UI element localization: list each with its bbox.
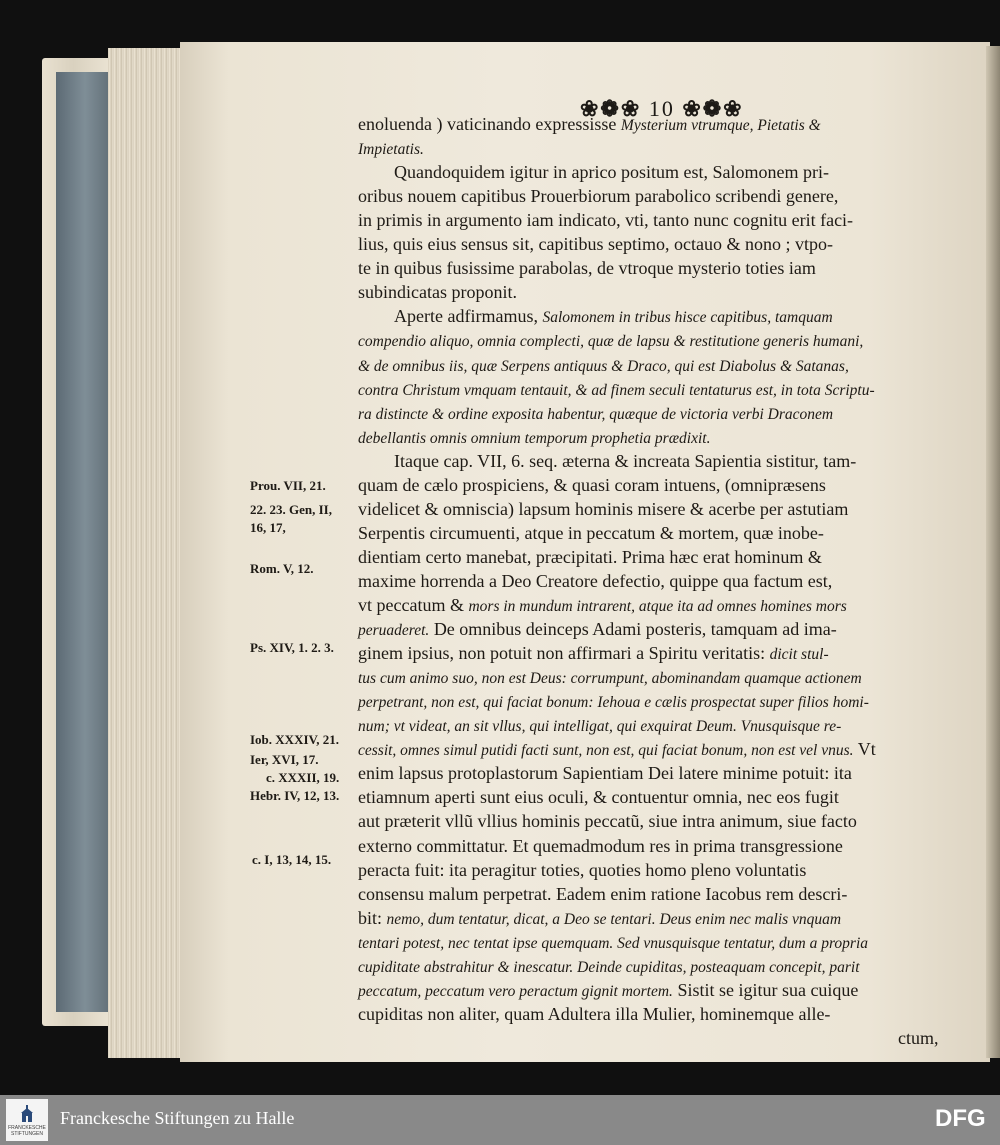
- roman-text: quam de cælo prospiciens, & quasi coram intuens, (omnipræsens: [358, 474, 826, 495]
- italic-text: tus cum animo suo, non est Deus: corrumpunt, abominandam quamque actionem: [358, 670, 862, 688]
- roman-text: Sistit se igitur sua cuique: [672, 979, 859, 1000]
- roman-text: dientiam certo manebat, præcipitati. Prima hæc erat hominum &: [358, 546, 822, 567]
- italic-text: num; vt videat, an sit vllus, qui intelligat, qui exquirat Deum. Vnusquisque re-: [358, 718, 842, 736]
- roman-text: lius, quis eius sensus sit, capitibus septimo, octauo & nono ; vtpo-: [358, 234, 833, 255]
- text-line: [358, 641, 829, 665]
- italic-text: Salomonem in tribus hisce capitibus, tamquam: [542, 309, 833, 327]
- text-line: [358, 208, 853, 232]
- text-line: [358, 665, 862, 689]
- text-line: [358, 184, 838, 208]
- italic-text: ra distincte & ordine exposita habentur, quæque de victoria verbi Draconem: [358, 405, 834, 423]
- margin-note: c. XXXII, 19.: [266, 770, 340, 785]
- text-line: [358, 858, 806, 882]
- text-line: [358, 834, 843, 858]
- logo-text-line-1: FRANCKESCHE: [8, 1125, 46, 1131]
- book-cover-edge: [56, 72, 114, 1012]
- italic-text: perpetrant, non est, qui faciat bonum: Iehoua e cælis prospectat super filios homi-: [358, 694, 869, 712]
- text-line: [358, 569, 832, 593]
- roman-text: bit:: [358, 907, 387, 928]
- text-line: [358, 1026, 939, 1050]
- page-number: 10: [648, 96, 675, 121]
- italic-text: cupiditate abstrahitur & inescatur. Deinde cupiditas, posteaquam concepit, parit: [358, 958, 860, 976]
- text-line: [358, 521, 824, 545]
- roman-text: oribus nouem capitibus Prouerbiorum parabolico scribendi genere,: [358, 186, 839, 207]
- text-line: [358, 425, 710, 449]
- text-line: [358, 617, 837, 641]
- italic-text: contra Christum vmquam tentauit, & ad finem seculi tentaturus est, in tota Scriptu-: [358, 381, 875, 399]
- margin-note: Prou. VII, 21.: [250, 478, 326, 493]
- text-line: [358, 353, 849, 377]
- logo-text-line-2: STIFTUNGEN: [11, 1131, 43, 1137]
- margin-note: 22. 23. Gen, II,: [250, 502, 332, 517]
- viewer-footer: [0, 1095, 1000, 1145]
- right-page-edge: [986, 46, 1000, 1058]
- roman-text: ginem ipsius, non potuit non affirmari a Spiritu veritatis:: [358, 643, 770, 664]
- text-line: [358, 401, 833, 425]
- page-stack: [108, 48, 188, 1058]
- text-line: [358, 689, 869, 713]
- logo-text: [6, 1125, 48, 1137]
- italic-text: Impietatis.: [358, 141, 424, 159]
- text-line: [358, 713, 841, 737]
- dfg-logo[interactable]: DFG: [935, 1105, 986, 1132]
- text-line: [358, 497, 848, 521]
- text-line: [358, 304, 833, 328]
- text-line: [358, 809, 857, 833]
- text-line: [358, 954, 860, 978]
- margin-note: Ier, XVI, 17.: [250, 752, 319, 767]
- roman-text: in primis in argumento iam indicato, vti, tanto nunc cognitu erit faci-: [358, 210, 854, 231]
- text-line: [358, 256, 816, 280]
- text-line: [358, 328, 863, 352]
- roman-text: externo committatur. Et quemadmodum res in prima transgressione: [358, 835, 843, 856]
- italic-text: & de omnibus iis, quæ Serpens antiquus & Draco, qui est Diabolus & Satanas,: [358, 357, 849, 375]
- roman-text: vt peccatum &: [358, 595, 469, 615]
- roman-text: consensu malum perpetrat. Eadem enim ratione Iacobus rem descri-: [358, 883, 848, 904]
- text-line: [358, 112, 821, 136]
- text-line: [358, 232, 833, 256]
- roman-text: De omnibus deinceps Adami posteris, tamquam ad ima-: [429, 619, 837, 640]
- text-line: [358, 882, 847, 906]
- roman-text: aut præterit vllũ vllius hominis peccatũ, siue intra animum, siue facto: [358, 811, 857, 832]
- margin-note: Hebr. IV, 12, 13.: [250, 788, 340, 803]
- italic-text: peruaderet.: [358, 622, 430, 640]
- roman-text: videlicet & omniscia) lapsum hominis misere & acerbe per astutiam: [358, 498, 849, 519]
- roman-text: maxime horrenda a Deo Creatore defectio, quippe qua factum est,: [358, 570, 833, 591]
- roman-text: Serpentis circumuenti, atque in peccatum & mortem, quæ inobe-: [358, 522, 824, 543]
- building-icon: [20, 1105, 34, 1123]
- text-line: [358, 280, 517, 304]
- institution-name[interactable]: Franckesche Stiftungen zu Halle: [60, 1108, 295, 1128]
- margin-note: Iob. XXXIV, 21.: [250, 732, 339, 747]
- roman-text: Quandoquidem igitur in aprico positum est, Salomonem pri-: [358, 162, 829, 183]
- text-line: [358, 930, 868, 954]
- italic-text: tentari potest, nec tentat ipse quemquam. Sed vnusquisque tentatur, dum a propria: [358, 934, 869, 952]
- roman-text: cupiditas non aliter, quam Adultera illa Mulier, hominemque alle-: [358, 1003, 831, 1024]
- text-line: [358, 978, 858, 1002]
- margin-note: Ps. XIV, 1. 2. 3.: [250, 640, 334, 655]
- margin-note: 16, 17,: [250, 520, 286, 535]
- ornament-right-icon: ❀❁❀: [682, 96, 744, 121]
- roman-text: ctum,: [358, 1027, 939, 1048]
- text-line: [358, 377, 875, 401]
- roman-text: Vt: [853, 739, 876, 760]
- ornament-left-icon: ❀❁❀: [580, 96, 642, 121]
- italic-text: cessit, omnes simul putidi facti sunt, non est, qui faciat bonum, non est vel vnus.: [358, 742, 854, 760]
- text-line: [358, 1002, 830, 1026]
- text-line: [358, 136, 424, 160]
- institution-logo[interactable]: [6, 1099, 48, 1141]
- roman-text: Aperte adfirmamus,: [358, 306, 543, 327]
- text-line: [358, 737, 876, 761]
- italic-text: Mysterium vtrumque, Pietatis &: [620, 117, 821, 134]
- italic-text: peccatum, peccatum vero peractum gignit mortem.: [358, 982, 673, 1000]
- roman-text: peracta fuit: ita peragitur toties, quoties homo pleno voluntatis: [358, 859, 807, 880]
- roman-text: enim lapsus protoplastorum Sapientiam Dei latere minime potuit: ita: [358, 763, 852, 784]
- roman-text: Itaque cap. VII, 6. seq. æterna & increata Sapientia sistitur, tam-: [358, 450, 857, 471]
- margin-note: Rom. V, 12.: [250, 561, 314, 576]
- text-line: [358, 160, 829, 184]
- roman-text: te in quibus fusissime parabolas, de vtroque mysterio toties iam: [358, 258, 816, 279]
- text-line: [358, 473, 826, 497]
- text-line: [358, 593, 847, 617]
- italic-text: compendio aliquo, omnia complecti, quæ de lapsu & restitutione generis humani,: [358, 333, 864, 351]
- text-line: [358, 906, 841, 930]
- italic-text: mors in mundum intrarent, atque ita ad omnes homines mors: [468, 598, 847, 615]
- text-line: [358, 761, 852, 785]
- roman-text: subindicatas proponit.: [358, 282, 517, 303]
- text-line: [358, 785, 839, 809]
- roman-text: etiamnum aperti sunt eius oculi, & contuentur omnia, nec eos fugit: [358, 787, 839, 808]
- text-line: [358, 449, 856, 473]
- text-line: [358, 545, 822, 569]
- roman-text: enoluenda ) vaticinando expressisse: [358, 114, 621, 134]
- italic-text: dicit stul-: [769, 646, 829, 664]
- margin-note: c. I, 13, 14, 15.: [252, 852, 332, 867]
- italic-text: nemo, dum tentatur, dicat, a Deo se tentari. Deus enim nec malis vnquam: [386, 910, 842, 928]
- italic-text: debellantis omnis omnium temporum prophetia prædixit.: [358, 429, 711, 447]
